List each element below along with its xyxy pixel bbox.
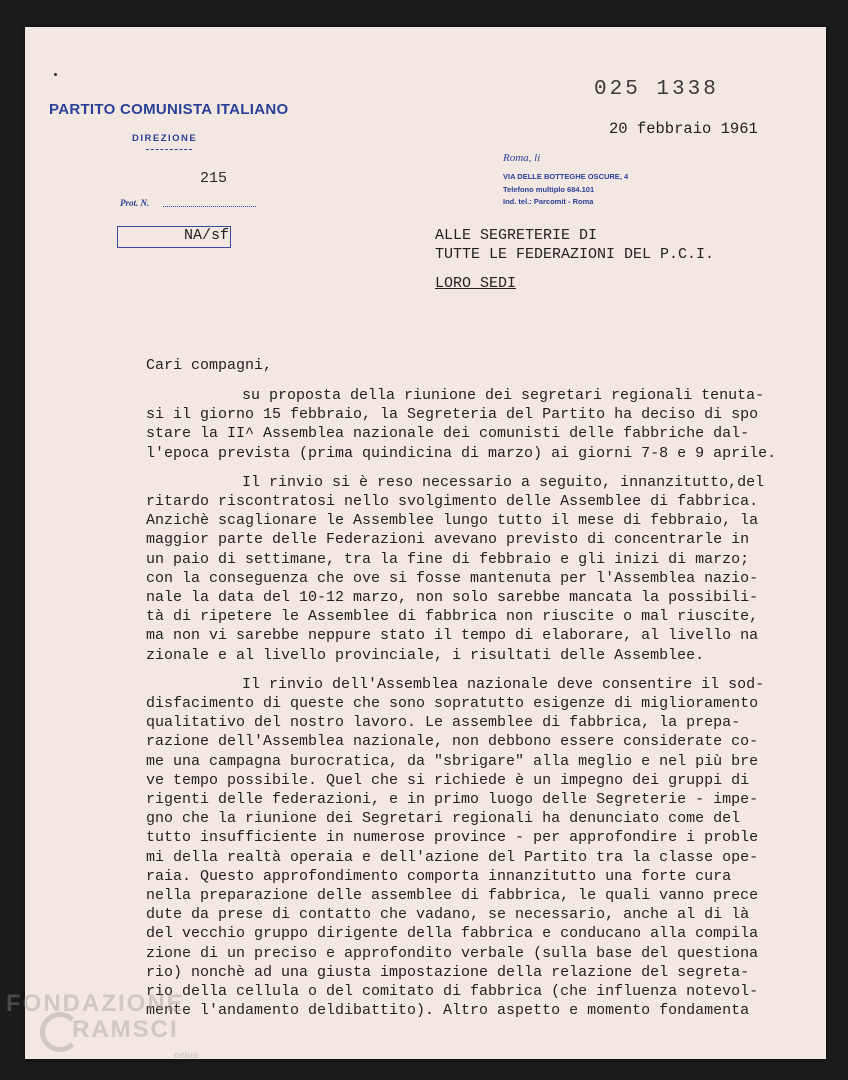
- watermark-title: FONDAZIONE: [6, 990, 185, 1017]
- protocol-number: 215: [200, 170, 228, 187]
- body-line: razione dell'Assemblea nazionale, non debbono essere considerate co-: [146, 733, 759, 751]
- body-line: del vecchio gruppo dirigente della fabbrica e conducano alla compila: [146, 925, 759, 943]
- party-name: PARTITO COMUNISTA ITALIANO: [49, 101, 289, 118]
- greeting: Cari compagni,: [146, 357, 273, 374]
- office-underline: [146, 149, 192, 150]
- phone-line: Telefono multiplo 684.101: [503, 185, 595, 194]
- body-line: nella preparazione delle assemblee di fabbrica, le quali vanno prece: [146, 887, 759, 905]
- body-line: me una campagna burocratica, da "sbrigare" alla meglio e nel più bre: [146, 752, 759, 770]
- paragraph-1: [146, 386, 818, 463]
- watermark-subtitle: RAMSCI: [72, 1016, 179, 1043]
- body-line: zione di un preciso e approfondito verbale (sulla base del questiona: [146, 944, 759, 962]
- letter-date: 20 febbraio 1961: [609, 120, 758, 138]
- recipient-line-1: ALLE SEGRETERIE DI: [435, 227, 598, 244]
- body-line: Il rinvio dell'Assemblea nazionale deve consentire il sod-: [242, 675, 765, 693]
- paragraph-2: [146, 473, 818, 665]
- body-line: l'epoca prevista (prima quindicina di marzo) ai giorni 7-8 e 9 aprile.: [146, 444, 777, 462]
- protocol-label: Prot. N.: [120, 198, 150, 208]
- body-line: un paio di settimane, tra la fine di febbraio e gli inizi di marzo;: [146, 550, 750, 568]
- body-line: Il rinvio si è reso necessario a seguito, innanzitutto,del: [242, 473, 765, 491]
- body-line: stare la II^ Assemblea nazionale dei comunisti delle fabbriche dal-: [146, 425, 750, 443]
- office-name: DIREZIONE: [132, 133, 198, 144]
- body-line: qualitativo del nostro lavoro. Le assemblee di fabbrica, la prepa-: [146, 714, 741, 732]
- address-line: VIA DELLE BOTTEGHE OSCURE, 4: [503, 172, 629, 181]
- place-label: Roma, li: [503, 152, 541, 164]
- body-line: ma non vi sarebbe neppure stato il tempo di elaborare, al livello na: [146, 627, 759, 645]
- body-line: maggior parte delle Federazioni avevano previsto di concentrarle in: [146, 531, 750, 549]
- body-line: gno che la riunione dei Segretari regionali ha denunciato come del: [146, 810, 741, 828]
- body-line: ritardo riscontratosi nello svolgimento delle Assemblee di fabbrica.: [146, 493, 759, 511]
- telegraph-line: Ind. tel.: Parcomit - Roma: [503, 197, 594, 206]
- document-number: 025 1338: [594, 78, 719, 101]
- ink-mark: [54, 73, 57, 76]
- body-line: tutto insufficiente in numerose province - per approfondire i proble: [146, 829, 759, 847]
- paragraph-3: [146, 675, 818, 1021]
- body-line: rigenti delle federazioni, e in primo luogo delle Segreterie - impe-: [146, 791, 759, 809]
- body-line: mente l'andamento deldibattito). Altro aspetto e momento fondamenta: [146, 1002, 750, 1020]
- body-line: rio) nonchè ad una giusta impostazione della relazione del segreta-: [146, 963, 750, 981]
- body-line: nale la data del 10-12 marzo, non solo sarebbe mancata la possibili-: [146, 589, 759, 607]
- body-line: mi della realtà operaia e dell'azione del Partito tra la classe ope-: [146, 848, 759, 866]
- body-line: Anzichè scaglionare le Assemblee lungo tutto il mese di febbraio, la: [146, 512, 759, 530]
- letter-body: [146, 357, 818, 1021]
- body-line: tà di ripetere le Assemblee di fabbrica non riuscite o mal riuscite,: [146, 608, 759, 626]
- body-line: zionale e al livello provinciale, i risultati delle Assemblee.: [146, 646, 705, 664]
- recipient-line-2: TUTTE LE FEDERAZIONI DEL P.C.I.: [435, 246, 715, 263]
- body-line: raia. Questo approfondimento comporta innanzitutto una forte cura: [146, 867, 732, 885]
- protocol-dotted-line: [163, 206, 256, 207]
- recipient-line-3: LORO SEDI: [435, 275, 517, 292]
- body-line: ve tempo possibile. Quel che si richiede è un impegno dei gruppi di: [146, 771, 750, 789]
- body-line: disfacimento di queste che sono sopratutto esigenze di miglioramento: [146, 695, 759, 713]
- body-line: dute da prese di contatto che vadano, se necessario, anche al di là: [146, 906, 750, 924]
- body-line: con la conseguenza che ove si fosse mantenuta per l'Assemblea nazio-: [146, 569, 759, 587]
- body-line: rio della cellula o del comitato di fabbrica (che influenza notevol-: [146, 983, 759, 1001]
- reference-code: NA/sf: [184, 227, 230, 244]
- body-line: si il giorno 15 febbraio, la Segreteria del Partito ha deciso di spo: [146, 406, 759, 424]
- body-line: su proposta della riunione dei segretari regionali tenuta-: [242, 387, 765, 404]
- watermark-onlus: onlus: [174, 1050, 198, 1060]
